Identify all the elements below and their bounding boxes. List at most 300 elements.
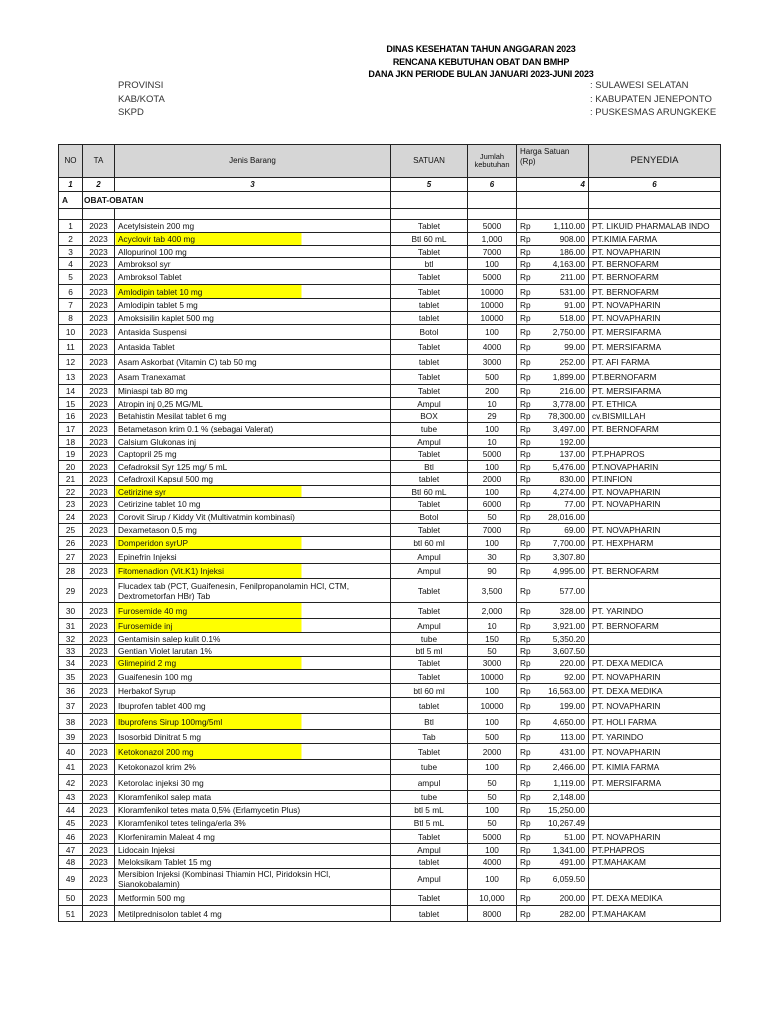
row-quantity: 10000 xyxy=(468,670,517,684)
row-supplier: PT. NOVAPHARIN xyxy=(589,299,721,312)
row-number: 36 xyxy=(59,684,83,698)
row-supplier: PT. BERNOFARM xyxy=(589,423,721,436)
document-meta xyxy=(118,79,720,120)
row-item-name: Guaifenesin 100 mg xyxy=(115,670,391,684)
table-row xyxy=(59,220,721,233)
row-item-name: Epinefrin Injeksi xyxy=(115,550,391,564)
row-number: 40 xyxy=(59,744,83,760)
row-supplier: PT. ETHICA xyxy=(589,398,721,410)
row-quantity: 5000 xyxy=(468,448,517,461)
row-quantity: 29 xyxy=(468,410,517,423)
row-currency: Rp xyxy=(517,804,541,817)
row-unit-price: 186.00 xyxy=(541,246,589,258)
row-item-name: Domperidon syrUP xyxy=(115,537,391,550)
row-number: 46 xyxy=(59,830,83,844)
row-number: 45 xyxy=(59,817,83,830)
table-row xyxy=(59,448,721,461)
meta-label: KAB/KOTA xyxy=(118,93,165,105)
row-currency: Rp xyxy=(517,744,541,760)
row-quantity: 50 xyxy=(468,775,517,791)
row-year: 2023 xyxy=(83,844,115,856)
row-supplier: PT. HOLI FARMA xyxy=(589,714,721,730)
row-unit: Ampul xyxy=(391,398,468,410)
row-unit-price: 51.00 xyxy=(541,830,589,844)
table-row xyxy=(59,730,721,744)
row-quantity: 100 xyxy=(468,423,517,436)
row-unit: Tablet xyxy=(391,890,468,906)
table-row xyxy=(59,299,721,312)
row-currency: Rp xyxy=(517,537,541,550)
row-item-name: Allopurinol 100 mg xyxy=(115,246,391,258)
row-year: 2023 xyxy=(83,856,115,869)
row-unit-price: 1,899.00 xyxy=(541,370,589,385)
row-supplier xyxy=(589,579,721,603)
row-item-name: Asam Tranexamat xyxy=(115,370,391,385)
row-item-name: Kloramfenikol salep mata xyxy=(115,791,391,804)
row-year: 2023 xyxy=(83,890,115,906)
row-quantity: 10 xyxy=(468,436,517,448)
row-currency: Rp xyxy=(517,890,541,906)
row-year: 2023 xyxy=(83,233,115,246)
row-currency: Rp xyxy=(517,423,541,436)
row-year: 2023 xyxy=(83,285,115,299)
row-year: 2023 xyxy=(83,498,115,511)
table-row xyxy=(59,385,721,398)
row-currency: Rp xyxy=(517,856,541,869)
row-quantity: 100 xyxy=(468,325,517,340)
row-unit: btl 5 ml xyxy=(391,645,468,657)
row-currency: Rp xyxy=(517,670,541,684)
row-supplier: PT. DEXA MEDIKA xyxy=(589,890,721,906)
row-year: 2023 xyxy=(83,698,115,714)
medicine-table xyxy=(58,144,721,922)
column-number: 3 xyxy=(115,178,391,192)
table-row xyxy=(59,890,721,906)
row-number: 32 xyxy=(59,633,83,645)
title-line-3: DANA JKN PERIODE BULAN JANUARI 2023-JUNI 2023 xyxy=(368,69,594,79)
row-item-name: Amlodipin tablet 10 mg xyxy=(115,285,391,299)
row-supplier: PT. YARINDO xyxy=(589,603,721,619)
table-row xyxy=(59,804,721,817)
row-supplier xyxy=(589,804,721,817)
row-quantity: 50 xyxy=(468,791,517,804)
row-unit: tablet xyxy=(391,312,468,325)
row-unit: Ampul xyxy=(391,564,468,579)
row-currency: Rp xyxy=(517,775,541,791)
row-unit-price: 113.00 xyxy=(541,730,589,744)
row-unit-price: 5,350.20 xyxy=(541,633,589,645)
row-quantity: 4000 xyxy=(468,340,517,355)
header-unit-price: Harga Satuan (Rp) xyxy=(517,145,589,178)
column-number: 2 xyxy=(83,178,115,192)
meta-row-province xyxy=(118,79,720,93)
row-number: 39 xyxy=(59,730,83,744)
row-quantity: 7000 xyxy=(468,246,517,258)
meta-value: : KABUPATEN JENEPONTO xyxy=(590,93,712,105)
row-unit-price: 531.00 xyxy=(541,285,589,299)
row-unit: tablet xyxy=(391,856,468,869)
row-unit-price: 3,607.50 xyxy=(541,645,589,657)
row-item-name: Kloramfenikol tetes telinga/erla 3% xyxy=(115,817,391,830)
row-number: 47 xyxy=(59,844,83,856)
row-unit: tablet xyxy=(391,698,468,714)
row-year: 2023 xyxy=(83,325,115,340)
row-supplier: PT. MERSIFARMA xyxy=(589,340,721,355)
row-number: 4 xyxy=(59,258,83,270)
row-supplier: PT.BERNOFARM xyxy=(589,370,721,385)
header-supplier: PENYEDIA xyxy=(589,145,721,178)
row-currency: Rp xyxy=(517,220,541,233)
table-row xyxy=(59,906,721,922)
row-number: 50 xyxy=(59,890,83,906)
row-quantity: 500 xyxy=(468,370,517,385)
row-quantity: 100 xyxy=(468,760,517,775)
row-currency: Rp xyxy=(517,684,541,698)
empty-cell xyxy=(115,209,391,220)
row-unit: btl 60 ml xyxy=(391,537,468,550)
row-unit-price: 69.00 xyxy=(541,524,589,537)
row-supplier: PT.PHAPROS xyxy=(589,844,721,856)
row-unit-price: 92.00 xyxy=(541,670,589,684)
row-number: 15 xyxy=(59,398,83,410)
row-number: 42 xyxy=(59,775,83,791)
meta-row-regency xyxy=(118,93,720,107)
row-supplier: PT.INFION xyxy=(589,473,721,486)
row-year: 2023 xyxy=(83,423,115,436)
row-year: 2023 xyxy=(83,760,115,775)
table-row xyxy=(59,398,721,410)
row-unit-price: 3,497.00 xyxy=(541,423,589,436)
row-unit: Ampul xyxy=(391,619,468,633)
row-supplier xyxy=(589,436,721,448)
table-row xyxy=(59,830,721,844)
title-line-1: DINAS KESEHATAN TAHUN ANGGARAN 2023 xyxy=(386,44,576,54)
row-item-name: Kloramfenikol tetes mata 0,5% (Erlamycetin Plus) xyxy=(115,804,391,817)
row-supplier: PT. BERNOFARM xyxy=(589,285,721,299)
table-row xyxy=(59,524,721,537)
row-number: 31 xyxy=(59,619,83,633)
row-unit-price: 4,650.00 xyxy=(541,714,589,730)
row-unit-price: 4,163.00 xyxy=(541,258,589,270)
row-number: 16 xyxy=(59,410,83,423)
row-supplier: PT. NOVAPHARIN xyxy=(589,246,721,258)
row-unit-price: 5,476.00 xyxy=(541,461,589,473)
row-unit: Ampul xyxy=(391,844,468,856)
table-row xyxy=(59,564,721,579)
row-unit-price: 2,466.00 xyxy=(541,760,589,775)
row-number: 26 xyxy=(59,537,83,550)
empty-cell xyxy=(83,209,115,220)
row-year: 2023 xyxy=(83,486,115,498)
row-item-name: Ketokonazol krim 2% xyxy=(115,760,391,775)
row-unit: tube xyxy=(391,633,468,645)
row-currency: Rp xyxy=(517,579,541,603)
row-number: 3 xyxy=(59,246,83,258)
row-number: 28 xyxy=(59,564,83,579)
row-year: 2023 xyxy=(83,830,115,844)
row-unit: Btl xyxy=(391,714,468,730)
row-quantity: 6000 xyxy=(468,498,517,511)
table-row xyxy=(59,370,721,385)
row-supplier: PT. NOVAPHARIN xyxy=(589,486,721,498)
row-year: 2023 xyxy=(83,906,115,922)
row-currency: Rp xyxy=(517,355,541,370)
row-quantity: 10 xyxy=(468,619,517,633)
row-unit-price: 577.00 xyxy=(541,579,589,603)
row-currency: Rp xyxy=(517,511,541,524)
row-quantity: 4000 xyxy=(468,856,517,869)
row-year: 2023 xyxy=(83,385,115,398)
row-unit: Tablet xyxy=(391,579,468,603)
header-quantity: Jumlah kebutuhan xyxy=(468,145,517,178)
row-currency: Rp xyxy=(517,270,541,285)
row-item-name: Captopril 25 mg xyxy=(115,448,391,461)
row-year: 2023 xyxy=(83,448,115,461)
row-quantity: 90 xyxy=(468,564,517,579)
row-unit: Tablet xyxy=(391,270,468,285)
row-year: 2023 xyxy=(83,791,115,804)
row-quantity: 100 xyxy=(468,844,517,856)
meta-value: : PUSKESMAS ARUNGKEKE xyxy=(590,107,717,118)
title-line-2: RENCANA KEBUTUHAN OBAT DAN BMHP xyxy=(392,56,570,67)
row-number: 17 xyxy=(59,423,83,436)
row-currency: Rp xyxy=(517,830,541,844)
row-unit-price: 908.00 xyxy=(541,233,589,246)
row-supplier: PT. YARINDO xyxy=(589,730,721,744)
empty-cell xyxy=(59,209,83,220)
column-number: 6 xyxy=(468,178,517,192)
row-quantity: 2,000 xyxy=(468,603,517,619)
row-unit: Btl xyxy=(391,461,468,473)
row-year: 2023 xyxy=(83,355,115,370)
row-quantity: 10000 xyxy=(468,299,517,312)
row-item-name: Amlodipin tablet 5 mg xyxy=(115,299,391,312)
row-item-name: Metformin 500 mg xyxy=(115,890,391,906)
row-supplier: PT.NOVAPHARIN xyxy=(589,461,721,473)
row-unit: Tablet xyxy=(391,498,468,511)
row-unit-price: 6,059.50 xyxy=(541,869,589,890)
column-number: 5 xyxy=(391,178,468,192)
row-year: 2023 xyxy=(83,398,115,410)
row-unit-price: 491.00 xyxy=(541,856,589,869)
row-year: 2023 xyxy=(83,564,115,579)
row-unit-price: 99.00 xyxy=(541,340,589,355)
row-item-name: Meloksikam Tablet 15 mg xyxy=(115,856,391,869)
row-quantity: 100 xyxy=(468,714,517,730)
row-quantity: 7000 xyxy=(468,524,517,537)
row-unit: Tablet xyxy=(391,524,468,537)
row-supplier: PT. NOVAPHARIN xyxy=(589,524,721,537)
row-number: 37 xyxy=(59,698,83,714)
row-unit-price: 16,563.00 xyxy=(541,684,589,698)
row-quantity: 10 xyxy=(468,398,517,410)
row-number: 14 xyxy=(59,385,83,398)
table-row xyxy=(59,285,721,299)
row-item-name: Antasida Suspensi xyxy=(115,325,391,340)
row-unit: Btl 60 mL xyxy=(391,233,468,246)
row-supplier: PT. NOVAPHARIN xyxy=(589,312,721,325)
row-number: 34 xyxy=(59,657,83,670)
row-quantity: 100 xyxy=(468,461,517,473)
row-unit: Tablet xyxy=(391,448,468,461)
row-item-name: Asam Askorbat (Vitamin C) tab 50 mg xyxy=(115,355,391,370)
row-unit-price: 431.00 xyxy=(541,744,589,760)
row-year: 2023 xyxy=(83,299,115,312)
row-year: 2023 xyxy=(83,775,115,791)
row-number: 33 xyxy=(59,645,83,657)
row-quantity: 150 xyxy=(468,633,517,645)
row-item-name: Ketokonazol 200 mg xyxy=(115,744,391,760)
row-supplier: PT.MAHAKAM xyxy=(589,856,721,869)
row-item-name: Ibuprofen tablet 400 mg xyxy=(115,698,391,714)
table-row xyxy=(59,340,721,355)
row-unit: Tablet xyxy=(391,385,468,398)
row-unit: tube xyxy=(391,760,468,775)
row-currency: Rp xyxy=(517,233,541,246)
row-supplier: PT. LIKUID PHARMALAB INDO xyxy=(589,220,721,233)
row-quantity: 8000 xyxy=(468,906,517,922)
row-currency: Rp xyxy=(517,258,541,270)
row-year: 2023 xyxy=(83,246,115,258)
row-currency: Rp xyxy=(517,550,541,564)
row-unit-price: 137.00 xyxy=(541,448,589,461)
table-row xyxy=(59,461,721,473)
row-quantity: 1,000 xyxy=(468,233,517,246)
table-row xyxy=(59,817,721,830)
row-unit-price: 78,300.00 xyxy=(541,410,589,423)
row-quantity: 3000 xyxy=(468,657,517,670)
row-item-name: Ambroksol Tablet xyxy=(115,270,391,285)
row-item-name: Ketorolac injeksi 30 mg xyxy=(115,775,391,791)
row-item-name: Gentamisin salep kulit 0.1% xyxy=(115,633,391,645)
row-year: 2023 xyxy=(83,258,115,270)
row-unit-price: 199.00 xyxy=(541,698,589,714)
row-year: 2023 xyxy=(83,340,115,355)
row-supplier: PT. NOVAPHARIN xyxy=(589,498,721,511)
row-number: 5 xyxy=(59,270,83,285)
table-row xyxy=(59,270,721,285)
row-number: 35 xyxy=(59,670,83,684)
row-number: 24 xyxy=(59,511,83,524)
row-unit-price: 28,016.00 xyxy=(541,511,589,524)
row-currency: Rp xyxy=(517,398,541,410)
row-number: 21 xyxy=(59,473,83,486)
row-unit-price: 200.00 xyxy=(541,890,589,906)
row-unit-price: 1,110.00 xyxy=(541,220,589,233)
meta-value: : SULAWESI SELATAN xyxy=(590,80,689,91)
row-item-name: Klorfeniramin Maleat 4 mg xyxy=(115,830,391,844)
table-row xyxy=(59,550,721,564)
row-unit-price: 4,274.00 xyxy=(541,486,589,498)
row-number: 27 xyxy=(59,550,83,564)
table-row xyxy=(59,619,721,633)
row-currency: Rp xyxy=(517,473,541,486)
meta-label: SKPD xyxy=(118,107,144,118)
row-item-name: Antasida Tablet xyxy=(115,340,391,355)
table-row xyxy=(59,436,721,448)
row-item-name: Calsium Glukonas inj xyxy=(115,436,391,448)
row-item-name: Mersibion Injeksi (Kombinasi Thiamin HCl, Piridoksin HCl, Sianokobalamin) xyxy=(115,869,391,890)
header-item: Jenis Barang xyxy=(115,145,391,178)
row-number: 11 xyxy=(59,340,83,355)
row-quantity: 100 xyxy=(468,486,517,498)
table-row xyxy=(59,579,721,603)
row-currency: Rp xyxy=(517,461,541,473)
row-supplier: cv.BISMILLAH xyxy=(589,410,721,423)
row-unit-price: 830.00 xyxy=(541,473,589,486)
row-year: 2023 xyxy=(83,603,115,619)
column-number: 1 xyxy=(59,178,83,192)
row-item-name: Betahistin Mesilat tablet 6 mg xyxy=(115,410,391,423)
row-unit-price: 3,921.00 xyxy=(541,619,589,633)
row-supplier: PT. BERNOFARM xyxy=(589,564,721,579)
row-item-name: Metilprednisolon tablet 4 mg xyxy=(115,906,391,922)
row-unit: btl 5 mL xyxy=(391,804,468,817)
row-currency: Rp xyxy=(517,714,541,730)
row-year: 2023 xyxy=(83,714,115,730)
row-unit-price: 77.00 xyxy=(541,498,589,511)
row-number: 19 xyxy=(59,448,83,461)
empty-cell xyxy=(468,209,517,220)
row-number: 30 xyxy=(59,603,83,619)
row-currency: Rp xyxy=(517,791,541,804)
row-item-name: Atropin inj 0,25 MG/ML xyxy=(115,398,391,410)
row-year: 2023 xyxy=(83,657,115,670)
table-row xyxy=(59,775,721,791)
empty-cell xyxy=(517,192,589,209)
row-unit: Botol xyxy=(391,325,468,340)
row-quantity: 30 xyxy=(468,550,517,564)
row-quantity: 2000 xyxy=(468,473,517,486)
row-item-name: Cetirizine tablet 10 mg xyxy=(115,498,391,511)
row-quantity: 10,000 xyxy=(468,890,517,906)
row-unit-price: 192.00 xyxy=(541,436,589,448)
row-item-name: Furosemide 40 mg xyxy=(115,603,391,619)
row-quantity: 100 xyxy=(468,537,517,550)
section-row xyxy=(59,192,721,209)
row-supplier: PT.MAHAKAM xyxy=(589,906,721,922)
row-number: 51 xyxy=(59,906,83,922)
row-item-name: Isosorbid Dinitrat 5 mg xyxy=(115,730,391,744)
row-item-name: Ibuprofens Sirup 100mg/5ml xyxy=(115,714,391,730)
row-item-name: Acyclovir tab 400 mg xyxy=(115,233,391,246)
row-currency: Rp xyxy=(517,633,541,645)
header-ta: TA xyxy=(83,145,115,178)
row-unit: Tablet xyxy=(391,370,468,385)
row-number: 23 xyxy=(59,498,83,511)
row-currency: Rp xyxy=(517,906,541,922)
row-supplier: PT. DEXA MEDICA xyxy=(589,657,721,670)
row-quantity: 100 xyxy=(468,804,517,817)
row-unit: Tab xyxy=(391,730,468,744)
row-year: 2023 xyxy=(83,270,115,285)
table-row xyxy=(59,633,721,645)
row-unit: Tablet xyxy=(391,670,468,684)
table-row xyxy=(59,670,721,684)
row-number: 29 xyxy=(59,579,83,603)
row-currency: Rp xyxy=(517,312,541,325)
row-year: 2023 xyxy=(83,817,115,830)
row-quantity: 100 xyxy=(468,869,517,890)
header-unit: SATUAN xyxy=(391,145,468,178)
row-number: 18 xyxy=(59,436,83,448)
row-currency: Rp xyxy=(517,760,541,775)
row-quantity: 10000 xyxy=(468,285,517,299)
row-supplier xyxy=(589,511,721,524)
row-unit-price: 282.00 xyxy=(541,906,589,922)
row-unit-price: 4,995.00 xyxy=(541,564,589,579)
row-number: 49 xyxy=(59,869,83,890)
